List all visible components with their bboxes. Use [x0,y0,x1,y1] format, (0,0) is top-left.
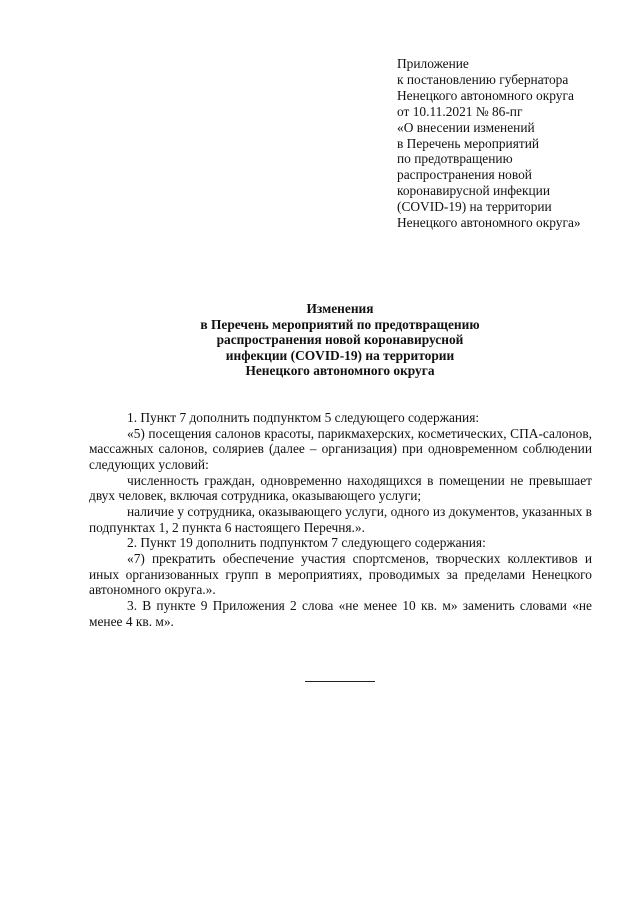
heading-line: в Перечень мероприятий по предотвращению [200,316,480,332]
heading-line: инфекции (COVID-19) на территории [225,347,455,363]
document-heading [140,301,540,379]
body-paragraph: 1. Пункт 7 дополнить подпунктом 5 следующего содержания: [127,410,480,425]
body-paragraph: 3. В пункте 9 Приложения 2 слова «не менее 10 кв. м» заменить словами «не менее 4 кв. м». [89,597,592,629]
attachment-line: (COVID-19) на территории [397,199,552,215]
attachment-line: Ненецкого автономного округа» [397,215,581,231]
body-paragraph: наличие у сотрудника, оказывающего услуги, одного из документов, указанных в подпунктах 1, 2 пункта 6 настоящего Перечня.». [89,503,592,535]
attachment-line: «О внесении изменений [397,119,535,135]
attachment-line: Ненецкого автономного округа [397,87,574,103]
body-paragraph: численность граждан, одновременно находящихся в помещении не превышает двух человек, включая сотрудника, оказывающего услуги; [89,472,592,504]
body-paragraph: «5) посещения салонов красоты, парикмахерских, косметических, СПА-салонов, массажных салонов, соляриев (далее – организация) при одновременном соблюдении следующих условий: [89,425,592,472]
attachment-line: от 10.11.2021 № 86-пг [397,103,523,119]
body-paragraph: 2. Пункт 19 дополнить подпунктом 7 следующего содержания: [127,535,486,551]
attachment-line: коронавирусной инфекции [397,183,550,199]
body-paragraph: «7) прекратить обеспечение участия спортсменов, творческих коллективов и иных организованных групп в мероприятиях, проводимых за пределами Ненецкого автономного округа.». [89,550,592,598]
closing-rule [305,681,375,682]
attachment-line: распространения новой [397,167,532,183]
document-body [89,410,592,629]
heading-line: Изменения [306,301,374,316]
heading-line: распространения новой коронавирусной [216,332,464,348]
attachment-line: к постановлению губернатора [397,71,569,87]
attachment-line: по предотвращению [397,151,513,167]
heading-line: Ненецкого автономного округа [245,363,435,379]
attachment-line: в Перечень мероприятий [397,135,540,151]
attachment-header [397,56,627,231]
attachment-line: Приложение [397,56,469,71]
